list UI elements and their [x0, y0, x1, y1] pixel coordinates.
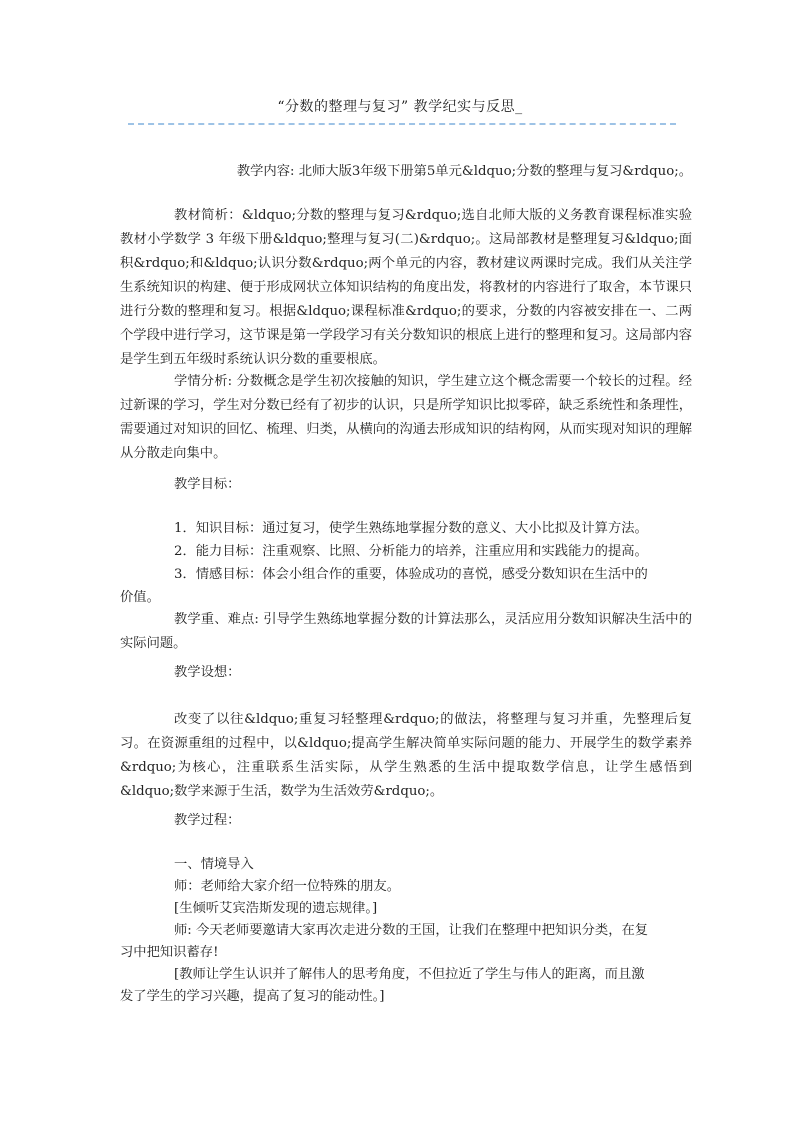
- design-paragraph: 改变了以往&ldquo;重复习轻整理&rdquo;的做法，将整理与复习并重，先整理后复习。在资源重组的过程中，以&ldquo;提高学生解决简单实际问题的能力、开展学生的数学素养&rdquo;为核心，注重联系生活实际，从学生熟悉的生活中提取数学信息，让学生感悟到&ldquo;数学来源于生活，数学为生活效劳&rdquo;。: [120, 712, 692, 799]
- section-intro-heading: 一、情境导入: [174, 857, 254, 872]
- bracket-note-2-cont: 发了学生的学习兴趣，提高了复习的能动性。]: [120, 989, 385, 1004]
- material-intro-paragraph: 教材简析：&ldquo;分数的整理与复习&rdquo;选自北师大版的义务教育课程标准实验教材小学数学 3 年级下册&ldquo;整理与复习(二)&rdquo;。这局部教材是整理复习&ldquo;面积&rdquo;和&ldquo;认识分数&rdquo;两个单元的内容，教材建议两课时完成。我们从关注学生系统知识的构建、便于形成网状立体知识结构的角度出发，将教材的内容进行了取舍，本节课只进行分数的整理和复习。根据&ldquo;课程标准&rdquo;的要求，分数的内容被安排在一、二两个学段中进行学习，这节课是第一学段学习有关分数知识的根底上进行的整理和复习。这局部内容是学生到五年级时系统认识分数的重要根底。: [120, 208, 692, 367]
- student-analysis-paragraph: 学情分析: 分数概念是学生初次接触的知识，学生建立这个概念需要一个较长的过程。经过新课的学习，学生对分数已经有了初步的认识，只是所学知识比拟零碎，缺乏系统性和条理性，需要通过对知识的回忆、梳理、归类，从横向的沟通去形成知识的结构网，从而实现对知识的理解从分散走向集中。: [120, 374, 692, 461]
- goal-emotion-cont: 价值。: [120, 590, 160, 605]
- document-title: “分数的整理与复习” 教学纪实与反思_: [277, 99, 523, 115]
- goal-ability: 2．能力目标：注重观察、比照、分析能力的培养，注重应用和实践能力的提高。: [174, 544, 648, 559]
- bracket-note-1: [生倾听艾宾浩斯发现的遗忘规律。]: [174, 901, 378, 916]
- process-heading: 教学过程：: [174, 813, 241, 828]
- goals-heading: 教学目标：: [174, 477, 241, 492]
- teacher-line-2-cont: 习中把知识蓄存!: [120, 945, 219, 960]
- key-points-paragraph: 教学重、难点: 引导学生熟练地掌握分数的计算法那么，灵活应用分数知识解决生活中的实际问题。: [120, 612, 692, 651]
- goal-knowledge: 1．知识目标：通过复习，使学生熟练地掌握分数的意义、大小比拟及计算方法。: [174, 521, 648, 536]
- bracket-note-2: [教师让学生认识并了解伟人的思考角度，不但拉近了学生与伟人的距离，而且激: [174, 967, 645, 982]
- teacher-line-1: 师：老师给大家介绍一位特殊的朋友。: [174, 879, 401, 894]
- title-divider: [128, 123, 676, 125]
- teacher-line-2: 师: 今天老师要邀请大家再次走进分数的王国，让我们在整理中把知识分类，在复: [174, 923, 649, 938]
- design-heading: 教学设想：: [174, 665, 241, 680]
- content-line: 教学内容: 北师大版3年级下册第5单元&ldquo;分数的整理与复习&rdquo;。: [236, 164, 692, 179]
- goal-emotion: 3．情感目标：体会小组合作的重要，体验成功的喜悦，感受分数知识在生活中的: [174, 567, 648, 582]
